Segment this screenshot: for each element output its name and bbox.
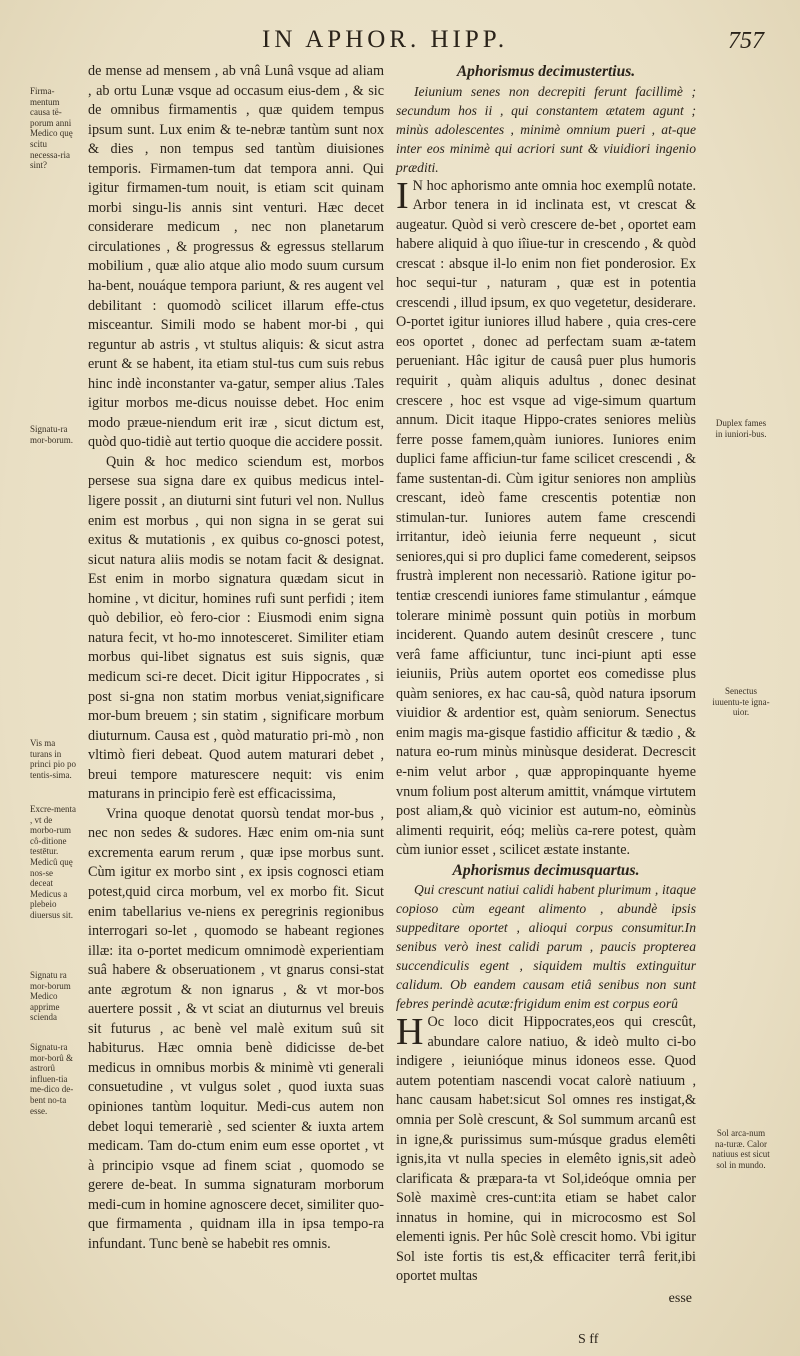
left-paragraph-2: Quin & hoc medico sciendum est, morbos persese sua signa dare ex quibus medicus intel-ligere possit , an diuturni sint futuri vel non. Nullus enim est morbus , qui non signa in se gerat sui exitus & mutationis , ex quibus co-gnosci potest, sicut natura aliis modis se notam facit & designat. Est enim in morbo signatura quædam sicut in homine , vt dicitur, homines rufi sunt perfidi ; item quò debilior, eò fero-cior : Eiusmodi enim signa natura fecit, vt ho-mo innotesceret. Similiter etiam morbus qui-libet signatus est suis signis, quæ medicum sci-re decet. Dicit igitur Hippocrates , si post si-gna non statim morbus veniat,significare mor-bum breuem ; sin statim , significare morbum diuturnum. Causa est , quòd maturatio pri-mò , non vltimò fieri debeat. Quod autem maturari debet , breui tempore maturescere nequit: vis enim maturans in principio ferè est efficacissima, bbox=[88, 453, 384, 803]
page-number: 757 bbox=[728, 28, 764, 54]
aphorism-14-commentary bbox=[396, 1013, 696, 1287]
running-head: IN APHOR. HIPP. bbox=[262, 26, 509, 53]
aphorism-13-body: N hoc aphorismo ante omnia hoc exemplû notate. Arbor tenera in id inclinata est, vt crescat & augeatur. Quòd si verò crescere de-bet , oportet eam habere aliquid à quo iîiue-tur in crescendo , & quòd crescat : absque il-lo enim non fiet ponderosior. Ex hoc sequi-tur , naturam , quæ est in potentia crescendi , illud ipsum, ex quo vegetetur, desiderare. O-portet igitur iuniores illud habere , quia cres-cere eos oportet , donec ad perfectam suam æ-tatem perueniant. Hâc igitur de causâ puer plus humoris requirit , quàm aliquis adultus , donec desinat crescere , hoc est vsque ad vige-simum quartum annum. Dicit itaque Hippo-crates seniores meliùs ferre posse famem,quàm iuniores. Iuniores enim duplici fame afficiun-tur fame scilicet crescendi , & fame sustentan-di. Cùm igitur seniores non ampliùs crescant, ideò fame crescentis potentiæ non stimulan-tur. Iuniores autem fame crescendi irritantur, ideò ieiunia ferre nequeunt , sicut seniores,qui si pro duplici fame comederent, seipsos frustrà implerent non necessariò. Ratione igitur po-tentiæ crescendi iuniores fame stimulantur , eámque tolerare minimè possunt quin potiùs in morbum inciderent. Quando autem desinût crescere , tunc verâ fame afficiuntur, tunc inci-piunt apti esse ieiuniis, Priùs autem oportet eos comedisse plus quàm seniores, ex hac cau-sâ, quòd natura ipsorum viuidior & ardentior est, quàm seniorum. Senectus enim magis ma-gisque fastidio afficitur & tædio , & natura eo-rum minùs minùsque desiderat. Decrescit e-nim velut arbor , quæ appropinquante hyeme vnum folium post alterum amittit, vnámque virtutem post aliam,& quò vicinior est autum-no, eòminùs alimenti requirit, eóq; meliùs ca-rere potest, quàm cùm iunior esset , scilicet æstate instante. bbox=[396, 177, 696, 859]
margin-note-astrorum: Signatu-ra mor-borû & astrorû influen-tia me-dico de-bent no-ta esse. bbox=[30, 1042, 74, 1116]
margin-note-signatura: Signatu-ra mor-borum. bbox=[30, 424, 74, 445]
margin-note-sol: Sol arca-num na-turæ. Calor natiuus est sicut sol in mundo. bbox=[712, 1128, 770, 1170]
left-column bbox=[88, 62, 384, 1254]
left-paragraph-1: de mense ad mensem , ab vnâ Lunâ vsque ad aliam , ab ortu Lunæ vsque ad occasum eius-dem , & sic de omnibus firmamentis , quæ quidem tempus ipsum sunt. Lux enim & te-nebræ tantùm sunt nox & dies , non tempus sed tantùm diuisiones temporis. Firmamen-tum dat tempora anni. Qui igitur firmamen-tum nouit, is etiam scit quinam morbi singu-lis annis sint venturi. Hæc decet considerare medicum , nec non planetarum circulationes , & progressus & egressus stellarum mobilium , quæ alio atque alio modo suum cursum ha-bent, nouáque tempora pariunt, & res augent vel debilitant : quomodò scilicet illarum effe-ctus misceantur. Simili modo se habent mor-bi , qui reguntur ab astris , vt stultus aliquis: & sicut astra erunt & se habent, ita etiam stul-tus cum suis rebus hinc indè inconstanter va-gatur, semper alius .Tales igitur morbos me-dicus nouisse debet. Hoc enim modo præue-niendum erit iræ , sicut dictum est, quòd quo-tidiè aut tertio quoque die accidere possit. bbox=[88, 63, 384, 451]
margin-note-excrementa: Excre-menta , vt de morbo-rum cô-ditione testētur. Medicû quę nos-se deceat Medicus a plebeio diuersus sit. bbox=[30, 804, 76, 920]
aphorism-13-lemma: Ieiunium senes non decrepiti ferunt facillimè ; secundum hos ii , qui constantem ætatem agunt ; minùs adolescentes , minimè omnium pueri , at-que inter eos minimè qui acriori sunt & viuidiori ingenio præditi. bbox=[396, 83, 696, 175]
section-title-aphorism-14: Aphorismus decimusquartus. bbox=[452, 861, 640, 879]
dropcap-h: H bbox=[396, 1011, 424, 1054]
aphorism-14-body: Oc loco dicit Hippocrates,eos qui crescût, abundare calore natiuo, & ideò multo ci-bo indigere , ieiunióque minus idoneos esse. Quod autem potentiam nascendi vocat calorè natiuum , hanc causam habet:sicut Sol omnes res instigat,& omnia per Solè crescunt, & Sol summum arcanû est in igne,& purissimus sum-músque gradus elemêti ignis,ita vt nulla species in elemêto ignis,sit adeò clarificata & præpara-ta vt Sol,ideóque omnia per Solè maximè cres-cunt:ita etiam se habet calor innatus in homine, qui in microcosmo est Sol elementi ignis. Per hûc Solè crescit homo. Vbi igitur Sol iste fortis tis est,& efficaciter terrâ ferit,ibi oportet multas bbox=[396, 1014, 696, 1285]
page-header bbox=[0, 22, 800, 62]
dropcap-i: I bbox=[396, 174, 409, 217]
margin-note-duplex-fames: Duplex fames in iuniori-bus. bbox=[715, 418, 767, 439]
aphorism-13-commentary bbox=[396, 174, 696, 861]
section-title-aphorism-13: Aphorismus decimustertius. bbox=[456, 63, 636, 80]
margin-note-senectus: Senectus iuuentu-te igna-uior. bbox=[712, 686, 770, 718]
margin-note-firmamentum: Firma-mentum causa të-porum anni Medico quę scitu necessa-ria sint? bbox=[30, 86, 73, 171]
catchword: esse bbox=[668, 1290, 692, 1306]
signature-mark: S ff bbox=[578, 1332, 599, 1347]
aphorism-14-lemma: Qui crescunt natiui calidi habent plurimum , itaque copioso cùm egeant alimento , abundè ipsis suppeditare oportet , alioqui corpus consumitur.In senibus verò inest calidi parum , paucis propterea succendiculis egent , siquidem multis extinguitur calidum. Ob eandem causam etiâ senibus non sunt febres perindè acutæ:frigidum enim est corpus eorû bbox=[396, 882, 696, 1012]
left-paragraph-3: Vrina quoque denotat quorsù tendat mor-bus , nec non sedes & sudores. Hæc enim om-nia sunt excrementa earum rerum , quæ ipse morbus sunt. Cùm igitur ex morbo sint , ex ipsis cognosci etiam potest,quid circa morbum, vel ex morbo fit. Sicut enim tabellarius ve-niens ex peregrinis regionibus interrogari so-let , quomodo se habeant regiones illæ: ita o-portet medicum omnimodè experientiam suâ habere & obseruationem , vt gnarus consi-stat ante ægrotum & non ignarus , & vt mor-bos auertere possit , & vt sciat an diuturnus vel breuis sit futurus , ac benè vel malè exitum suû sit habiturus. Hæc omnia benè didicisse de-bet medicus in omnibus morbis & minimè vti generali consuetudine , vt vulgus solet , quod iuxta suas opiniones tantùm loquitur. Medi-cus autem non debet loqui temerariè , sed scienter & iuxta artem medicam. Tam do-ctum enim eum esse oportet , vt à principio vsque ad finem sciat , quomodo se gerere de-beat. In summa signaturam morborum medi-cum in homine agnoscere decet, similiter quo-que firmamenta , quidnam illa in ipsa tempo-ra infundant. Tunc benè se habebit res omnis. bbox=[88, 805, 384, 1252]
margin-note-vis-maturans: Vis ma turans in princi pio po tentis-sima. bbox=[30, 738, 76, 780]
margin-note-signatura-medico: Signatu ra mor-borum Medico apprime scienda bbox=[30, 970, 71, 1023]
right-column bbox=[396, 62, 696, 1308]
